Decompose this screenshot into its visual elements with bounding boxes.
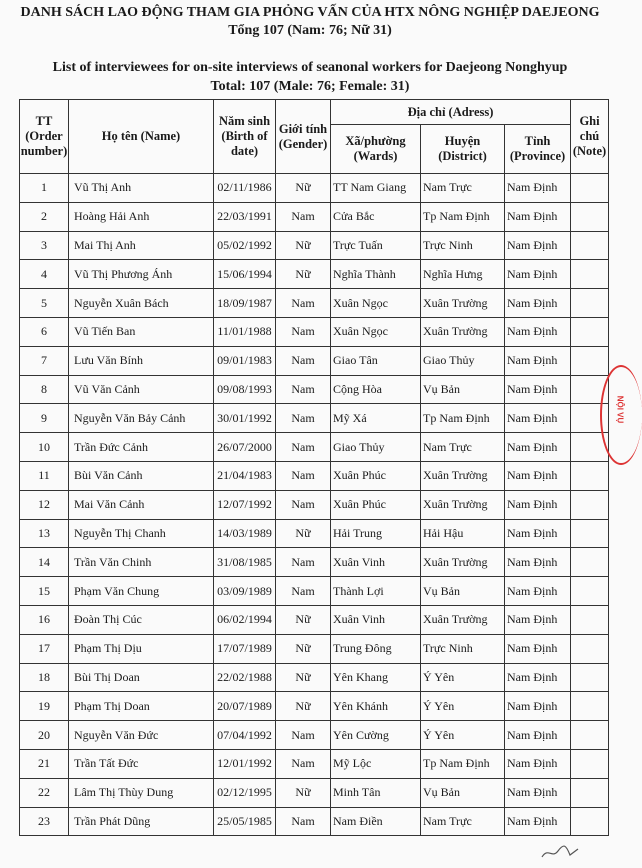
col-header-dob: Năm sinh (Birth of date) bbox=[214, 100, 276, 174]
cell-note bbox=[571, 548, 609, 577]
cell-note bbox=[571, 490, 609, 519]
cell-name: Phạm Văn Chung bbox=[69, 577, 214, 606]
cell-tt: 11 bbox=[20, 461, 69, 490]
col-header-province: Tỉnh (Province) bbox=[505, 125, 571, 174]
cell-province: Nam Định bbox=[505, 174, 571, 203]
cell-gender: Nữ bbox=[276, 231, 331, 260]
cell-province: Nam Định bbox=[505, 605, 571, 634]
cell-district: Nam Trực bbox=[421, 807, 505, 836]
cell-dob: 07/04/1992 bbox=[214, 721, 276, 750]
cell-ward: Giao Tân bbox=[331, 346, 421, 375]
cell-district: Xuân Trường bbox=[421, 289, 505, 318]
cell-dob: 18/09/1987 bbox=[214, 289, 276, 318]
cell-district: Tp Nam Định bbox=[421, 749, 505, 778]
cell-name: Trần Phát Dũng bbox=[69, 807, 214, 836]
cell-gender: Nam bbox=[276, 433, 331, 462]
cell-dob: 03/09/1989 bbox=[214, 577, 276, 606]
cell-name: Phạm Thị Dịu bbox=[69, 634, 214, 663]
cell-district: Xuân Trường bbox=[421, 317, 505, 346]
cell-note bbox=[571, 605, 609, 634]
table-row bbox=[20, 404, 609, 433]
cell-district: Trực Ninh bbox=[421, 231, 505, 260]
cell-district: Hải Hậu bbox=[421, 519, 505, 548]
cell-dob: 22/03/1991 bbox=[214, 202, 276, 231]
cell-province: Nam Định bbox=[505, 346, 571, 375]
cell-note bbox=[571, 749, 609, 778]
table-row bbox=[20, 692, 609, 721]
table-row bbox=[20, 346, 609, 375]
cell-note bbox=[571, 202, 609, 231]
table-row bbox=[20, 577, 609, 606]
cell-province: Nam Định bbox=[505, 461, 571, 490]
cell-note bbox=[571, 317, 609, 346]
cell-note bbox=[571, 807, 609, 836]
table-row bbox=[20, 317, 609, 346]
cell-province: Nam Định bbox=[505, 778, 571, 807]
table-row bbox=[20, 461, 609, 490]
col-header-address: Địa chỉ (Adress) bbox=[331, 100, 571, 125]
cell-province: Nam Định bbox=[505, 433, 571, 462]
cell-name: Bùi Văn Cảnh bbox=[69, 461, 214, 490]
cell-gender: Nam bbox=[276, 490, 331, 519]
table-row bbox=[20, 721, 609, 750]
cell-province: Nam Định bbox=[505, 202, 571, 231]
cell-tt: 19 bbox=[20, 692, 69, 721]
cell-dob: 20/07/1989 bbox=[214, 692, 276, 721]
cell-ward: Trung Đông bbox=[331, 634, 421, 663]
cell-province: Nam Định bbox=[505, 692, 571, 721]
cell-gender: Nam bbox=[276, 202, 331, 231]
cell-tt: 10 bbox=[20, 433, 69, 462]
cell-name: Trần Đức Cảnh bbox=[69, 433, 214, 462]
cell-gender: Nữ bbox=[276, 605, 331, 634]
table-row bbox=[20, 289, 609, 318]
cell-tt: 6 bbox=[20, 317, 69, 346]
table-row bbox=[20, 749, 609, 778]
cell-tt: 1 bbox=[20, 174, 69, 203]
cell-tt: 13 bbox=[20, 519, 69, 548]
cell-tt: 22 bbox=[20, 778, 69, 807]
cell-gender: Nam bbox=[276, 461, 331, 490]
cell-note bbox=[571, 519, 609, 548]
cell-dob: 02/12/1995 bbox=[214, 778, 276, 807]
cell-district: Vụ Bản bbox=[421, 375, 505, 404]
cell-district: Nam Trực bbox=[421, 174, 505, 203]
cell-ward: Hải Trung bbox=[331, 519, 421, 548]
col-header-tt: TT (Order number) bbox=[20, 100, 69, 174]
cell-name: Nguyễn Thị Chanh bbox=[69, 519, 214, 548]
cell-name: Mai Văn Cảnh bbox=[69, 490, 214, 519]
table-row bbox=[20, 634, 609, 663]
cell-dob: 11/01/1988 bbox=[214, 317, 276, 346]
total-vn: Tổng 107 (Nam: 76; Nữ 31) bbox=[228, 23, 392, 38]
cell-province: Nam Định bbox=[505, 577, 571, 606]
cell-note bbox=[571, 461, 609, 490]
cell-tt: 20 bbox=[20, 721, 69, 750]
cell-ward: Nam Điền bbox=[331, 807, 421, 836]
cell-province: Nam Định bbox=[505, 490, 571, 519]
cell-name: Hoàng Hải Anh bbox=[69, 202, 214, 231]
cell-district: Xuân Trường bbox=[421, 490, 505, 519]
cell-note bbox=[571, 231, 609, 260]
cell-district: Xuân Trường bbox=[421, 548, 505, 577]
cell-province: Nam Định bbox=[505, 663, 571, 692]
cell-ward: Mỹ Xá bbox=[331, 404, 421, 433]
cell-ward: Xuân Ngọc bbox=[331, 317, 421, 346]
cell-dob: 02/11/1986 bbox=[214, 174, 276, 203]
cell-dob: 12/01/1992 bbox=[214, 749, 276, 778]
cell-name: Vũ Thị Phương Ánh bbox=[69, 260, 214, 289]
cell-gender: Nữ bbox=[276, 174, 331, 203]
cell-dob: 21/04/1983 bbox=[214, 461, 276, 490]
cell-ward: Trực Tuấn bbox=[331, 231, 421, 260]
cell-tt: 16 bbox=[20, 605, 69, 634]
cell-district: Giao Thủy bbox=[421, 346, 505, 375]
cell-name: Vũ Văn Cảnh bbox=[69, 375, 214, 404]
cell-name: Phạm Thị Doan bbox=[69, 692, 214, 721]
cell-ward: Yên Cường bbox=[331, 721, 421, 750]
cell-name: Bùi Thị Doan bbox=[69, 663, 214, 692]
cell-province: Nam Định bbox=[505, 260, 571, 289]
cell-district: Nam Trực bbox=[421, 433, 505, 462]
cell-note bbox=[571, 778, 609, 807]
cell-ward: Xuân Ngọc bbox=[331, 289, 421, 318]
cell-dob: 30/01/1992 bbox=[214, 404, 276, 433]
cell-district: Ý Yên bbox=[421, 692, 505, 721]
cell-tt: 18 bbox=[20, 663, 69, 692]
table-row bbox=[20, 663, 609, 692]
cell-district: Tp Nam Định bbox=[421, 202, 505, 231]
cell-tt: 8 bbox=[20, 375, 69, 404]
stamp-text: NỘI VỤ bbox=[615, 395, 625, 424]
cell-ward: Xuân Phúc bbox=[331, 490, 421, 519]
cell-ward: TT Nam Giang bbox=[331, 174, 421, 203]
cell-province: Nam Định bbox=[505, 404, 571, 433]
cell-tt: 3 bbox=[20, 231, 69, 260]
cell-province: Nam Định bbox=[505, 519, 571, 548]
cell-dob: 09/08/1993 bbox=[214, 375, 276, 404]
cell-district: Vụ Bản bbox=[421, 778, 505, 807]
cell-tt: 7 bbox=[20, 346, 69, 375]
cell-gender: Nam bbox=[276, 577, 331, 606]
title-vn: DANH SÁCH LAO ĐỘNG THAM GIA PHỎNG VẤN CỦA HTX NÔNG NGHIỆP DAEJEONG bbox=[20, 5, 600, 20]
cell-name: Trần Tất Đức bbox=[69, 749, 214, 778]
cell-dob: 31/08/1985 bbox=[214, 548, 276, 577]
cell-province: Nam Định bbox=[505, 375, 571, 404]
table-row bbox=[20, 231, 609, 260]
cell-district: Tp Nam Định bbox=[421, 404, 505, 433]
cell-name: Nguyễn Xuân Bách bbox=[69, 289, 214, 318]
cell-dob: 12/07/1992 bbox=[214, 490, 276, 519]
cell-district: Nghĩa Hưng bbox=[421, 260, 505, 289]
cell-gender: Nam bbox=[276, 289, 331, 318]
cell-dob: 09/01/1983 bbox=[214, 346, 276, 375]
cell-gender: Nam bbox=[276, 807, 331, 836]
cell-district: Ý Yên bbox=[421, 663, 505, 692]
cell-gender: Nam bbox=[276, 749, 331, 778]
cell-province: Nam Định bbox=[505, 317, 571, 346]
cell-note bbox=[571, 663, 609, 692]
cell-province: Nam Định bbox=[505, 749, 571, 778]
cell-tt: 4 bbox=[20, 260, 69, 289]
cell-gender: Nam bbox=[276, 548, 331, 577]
cell-gender: Nam bbox=[276, 375, 331, 404]
cell-name: Mai Thị Anh bbox=[69, 231, 214, 260]
cell-note bbox=[571, 721, 609, 750]
cell-ward: Xuân Phúc bbox=[331, 461, 421, 490]
cell-name: Nguyễn Văn Bảy Cảnh bbox=[69, 404, 214, 433]
cell-note bbox=[571, 174, 609, 203]
cell-ward: Cộng Hòa bbox=[331, 375, 421, 404]
cell-ward: Giao Thủy bbox=[331, 433, 421, 462]
cell-district: Xuân Trường bbox=[421, 461, 505, 490]
total-en: Total: 107 (Male: 76; Female: 31) bbox=[210, 79, 410, 94]
cell-province: Nam Định bbox=[505, 548, 571, 577]
title-en: List of interviewees for on-site interviews of seanonal workers for Daejeong Nonghyup bbox=[52, 60, 568, 75]
cell-ward: Xuân Vinh bbox=[331, 605, 421, 634]
cell-dob: 17/07/1989 bbox=[214, 634, 276, 663]
cell-province: Nam Định bbox=[505, 721, 571, 750]
cell-province: Nam Định bbox=[505, 289, 571, 318]
cell-province: Nam Định bbox=[505, 231, 571, 260]
cell-tt: 5 bbox=[20, 289, 69, 318]
cell-name: Đoàn Thị Cúc bbox=[69, 605, 214, 634]
table-row bbox=[20, 174, 609, 203]
table-row bbox=[20, 807, 609, 836]
cell-gender: Nữ bbox=[276, 663, 331, 692]
cell-district: Trực Ninh bbox=[421, 634, 505, 663]
cell-gender: Nữ bbox=[276, 260, 331, 289]
cell-ward: Xuân Vinh bbox=[331, 548, 421, 577]
cell-gender: Nam bbox=[276, 346, 331, 375]
cell-ward: Nghĩa Thành bbox=[331, 260, 421, 289]
table-row bbox=[20, 605, 609, 634]
cell-ward: Yên Khang bbox=[331, 663, 421, 692]
cell-note bbox=[571, 289, 609, 318]
cell-name: Nguyễn Văn Đức bbox=[69, 721, 214, 750]
col-header-gender: Giới tính (Gender) bbox=[276, 100, 331, 174]
cell-district: Vụ Bản bbox=[421, 577, 505, 606]
col-header-ward: Xã/phường (Wards) bbox=[331, 125, 421, 174]
col-header-name: Họ tên (Name) bbox=[69, 100, 214, 174]
cell-gender: Nữ bbox=[276, 634, 331, 663]
table-row bbox=[20, 375, 609, 404]
table-row bbox=[20, 519, 609, 548]
col-header-district: Huyện (District) bbox=[421, 125, 505, 174]
cell-dob: 15/06/1994 bbox=[214, 260, 276, 289]
col-header-note: Ghi chú (Note) bbox=[571, 100, 609, 174]
cell-dob: 26/07/2000 bbox=[214, 433, 276, 462]
cell-tt: 14 bbox=[20, 548, 69, 577]
table-row bbox=[20, 490, 609, 519]
table-row bbox=[20, 433, 609, 462]
table-row bbox=[20, 778, 609, 807]
cell-name: Lưu Văn Bính bbox=[69, 346, 214, 375]
cell-tt: 12 bbox=[20, 490, 69, 519]
cell-note bbox=[571, 692, 609, 721]
cell-ward: Mỹ Lộc bbox=[331, 749, 421, 778]
cell-dob: 14/03/1989 bbox=[214, 519, 276, 548]
table-row bbox=[20, 202, 609, 231]
cell-district: Ý Yên bbox=[421, 721, 505, 750]
cell-tt: 15 bbox=[20, 577, 69, 606]
cell-ward: Yên Khánh bbox=[331, 692, 421, 721]
table-row bbox=[20, 548, 609, 577]
cell-ward: Cửa Bắc bbox=[331, 202, 421, 231]
table-row bbox=[20, 260, 609, 289]
cell-name: Lâm Thị Thùy Dung bbox=[69, 778, 214, 807]
cell-dob: 06/02/1994 bbox=[214, 605, 276, 634]
cell-gender: Nữ bbox=[276, 778, 331, 807]
cell-province: Nam Định bbox=[505, 634, 571, 663]
cell-province: Nam Định bbox=[505, 807, 571, 836]
cell-dob: 05/02/1992 bbox=[214, 231, 276, 260]
cell-note bbox=[571, 577, 609, 606]
cell-ward: Thành Lợi bbox=[331, 577, 421, 606]
signature-mark bbox=[540, 843, 580, 861]
cell-ward: Minh Tân bbox=[331, 778, 421, 807]
cell-tt: 21 bbox=[20, 749, 69, 778]
cell-gender: Nữ bbox=[276, 692, 331, 721]
cell-note bbox=[571, 346, 609, 375]
cell-gender: Nam bbox=[276, 317, 331, 346]
cell-tt: 9 bbox=[20, 404, 69, 433]
cell-name: Trần Văn Chinh bbox=[69, 548, 214, 577]
cell-gender: Nam bbox=[276, 404, 331, 433]
cell-tt: 17 bbox=[20, 634, 69, 663]
cell-name: Vũ Thị Anh bbox=[69, 174, 214, 203]
cell-name: Vũ Tiến Ban bbox=[69, 317, 214, 346]
red-stamp bbox=[600, 365, 642, 465]
cell-gender: Nữ bbox=[276, 519, 331, 548]
cell-note bbox=[571, 260, 609, 289]
cell-district: Xuân Trường bbox=[421, 605, 505, 634]
cell-note bbox=[571, 634, 609, 663]
cell-tt: 2 bbox=[20, 202, 69, 231]
interviewee-table bbox=[19, 99, 609, 836]
cell-tt: 23 bbox=[20, 807, 69, 836]
cell-dob: 25/05/1985 bbox=[214, 807, 276, 836]
cell-gender: Nam bbox=[276, 721, 331, 750]
cell-dob: 22/02/1988 bbox=[214, 663, 276, 692]
